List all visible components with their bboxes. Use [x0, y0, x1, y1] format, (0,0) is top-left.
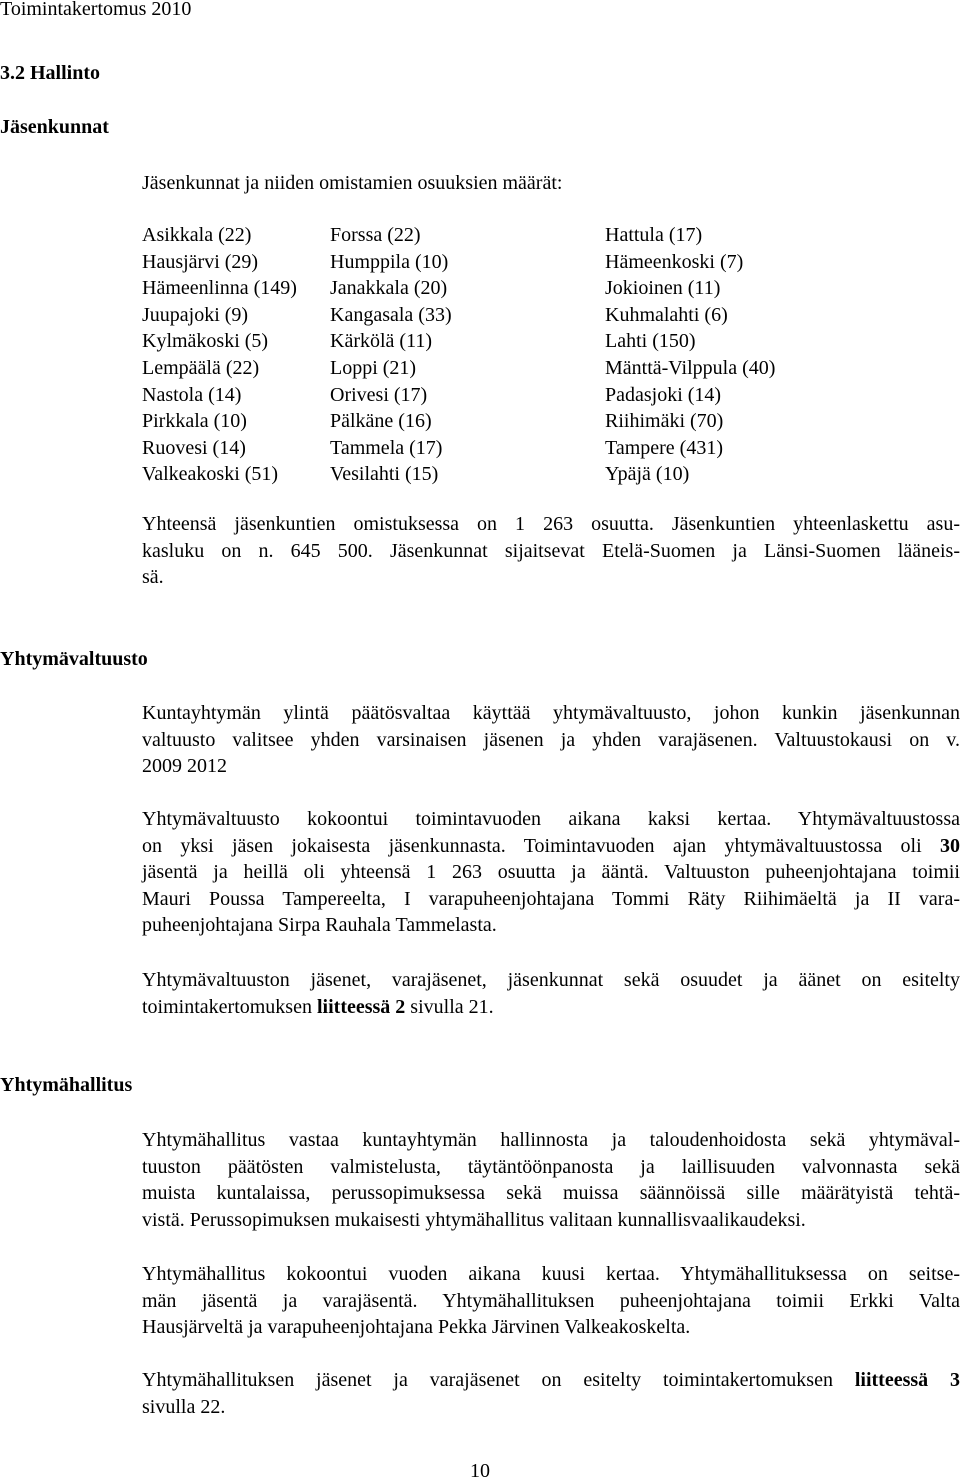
- board-paragraph-3: [142, 1367, 960, 1420]
- text-line: jäsentä ja heillä oli yhteensä 1 263 osuutta ja ääntä. Valtuuston puheenjohtajana toimii: [142, 861, 960, 884]
- summary-line: sä.: [142, 566, 164, 589]
- text-line: valtuusto valitsee yhden varsinaisen jäsenen ja yhden varajäsenen. Valtuustokausi on v.: [142, 728, 960, 751]
- municipality-cell: Kangasala (33): [330, 303, 452, 326]
- text-fragment: Yhtymähallituksen jäsenet ja varajäsenet on esitelty toimintakertomuksen: [142, 1369, 833, 1391]
- text-line: muista kuntalaissa, perussopimuksessa sekä muissa säännöissä sille määrätyistä tehtä-: [142, 1182, 960, 1205]
- text-line: Yhtymähallitus vastaa kuntayhtymän hallinnosta ja taloudenhoidosta sekä yhtymäval-: [142, 1129, 960, 1151]
- municipality-cell: Vesilahti (15): [330, 463, 439, 486]
- text-line: Yhtymävaltuusto kokoontui toimintavuoden aikana kaksi kertaa. Yhtymävaltuustossa: [142, 808, 960, 830]
- appendix-reference: liitteessä 3: [854, 1369, 960, 1391]
- text-line-content: on yksi jäsen jokaisesta jäsenkunnasta. Toimintavuoden ajan yhtymävaltuustossa oli: [142, 834, 922, 857]
- document-header: Toimintakertomus 2010: [0, 0, 192, 20]
- members-summary: [142, 511, 960, 591]
- municipality-cell: Lempäälä (22): [142, 356, 260, 379]
- members-heading: Jäsenkunnat: [0, 116, 109, 138]
- municipality-cell: Hausjärvi (29): [142, 250, 259, 273]
- text-line: Yhtymävaltuuston jäsenet, varajäsenet, jäsenkunnat sekä osuudet ja äänet on esitelty: [142, 969, 960, 991]
- municipality-cell: Hämeenlinna (149): [142, 277, 297, 300]
- summary-line: kasluku on n. 645 500. Jäsenkunnat sijaitsevat Etelä-Suomen ja Länsi-Suomen lääneis-: [142, 539, 960, 562]
- council-paragraph-1: [142, 700, 960, 780]
- municipality-cell: Juupajoki (9): [142, 303, 249, 326]
- term-period-text: 2009 2012: [142, 755, 227, 778]
- appendix-reference: liitteessä 2: [316, 995, 406, 1018]
- text-line: Mauri Poussa Tampereelta, I varapuheenjohtajana Tommi Räty Riihimäeltä ja II vara-: [142, 887, 960, 910]
- municipality-cell: Asikkala (22): [142, 224, 252, 246]
- board-paragraph-2: [142, 1261, 960, 1341]
- board-heading: Yhtymähallitus: [0, 1074, 133, 1096]
- municipality-cell: Lahti (150): [605, 330, 696, 353]
- municipality-cell: Nastola (14): [142, 383, 242, 406]
- municipality-cell: Forssa (22): [330, 224, 421, 246]
- text-line: Kuntayhtymän ylintä päätösvaltaa käyttää yhtymävaltuusto, johon kunkin jäsenkunnan: [142, 702, 960, 724]
- municipality-cell: Janakkala (20): [330, 277, 448, 300]
- text-line: [142, 1367, 960, 1394]
- municipality-cell: Riihimäki (70): [605, 410, 724, 433]
- text-line: Yhtymähallitus kokoontui vuoden aikana kuusi kertaa. Yhtymähallituksessa on seitse-: [142, 1263, 960, 1285]
- municipality-cell: Kärkölä (11): [330, 330, 432, 353]
- section-title: 3.2 Hallinto: [0, 62, 101, 84]
- members-intro: Jäsenkunnat ja niiden omistamien osuuksien määrät:: [142, 172, 563, 194]
- text-line: män jäsentä ja varajäsentä. Yhtymähallituksen puheenjohtajana toimii Erkki Valta: [142, 1289, 960, 1312]
- text-line: Hausjärveltä ja varapuheenjohtajana Pekka Järvinen Valkeakoskelta.: [142, 1316, 691, 1339]
- municipality-cell: Jokioinen (11): [605, 277, 721, 300]
- municipality-cell: Mänttä-Vilppula (40): [605, 356, 776, 379]
- page-number: 10: [470, 1460, 490, 1482]
- municipality-cell: Ypäjä (10): [605, 463, 690, 486]
- municipality-cell: Hattula (17): [605, 224, 703, 246]
- municipality-cell: Kylmäkoski (5): [142, 330, 269, 353]
- text-fragment: toimintakertomuksen: [142, 995, 312, 1018]
- municipality-cell: Padasjoki (14): [605, 383, 722, 406]
- summary-line: Yhteensä jäsenkuntien omistuksessa on 1 263 osuutta. Jäsenkuntien yhteenlaskettu asu-: [142, 513, 960, 535]
- council-paragraph-3: [142, 967, 960, 1020]
- text-fragment: sivulla 21.: [410, 995, 494, 1018]
- municipality-cell: Hämeenkoski (7): [605, 250, 744, 273]
- municipality-cell: Ruovesi (14): [142, 436, 246, 459]
- text-line: tuuston päätösten valmistelusta, täytäntöönpanosta ja laillisuuden valvonnasta sekä: [142, 1155, 960, 1178]
- council-heading: Yhtymävaltuusto: [0, 648, 148, 670]
- municipality-cell: Tampere (431): [605, 436, 723, 459]
- municipality-cell: Loppi (21): [330, 356, 417, 379]
- municipality-cell: Orivesi (17): [330, 383, 428, 406]
- municipality-cell: Pirkkala (10): [142, 410, 247, 433]
- municipality-cell: Pälkäne (16): [330, 410, 432, 433]
- text-line: [142, 994, 960, 1021]
- municipality-cell: Kuhmalahti (6): [605, 303, 728, 326]
- municipality-cell: Humppila (10): [330, 250, 449, 273]
- term-period: [142, 753, 960, 780]
- council-paragraph-2: [142, 806, 960, 939]
- text-line: vistä. Perussopimuksen mukaisesti yhtymähallitus valitaan kunnallisvaalikaudeksi.: [142, 1208, 806, 1231]
- text-line: puheenjohtajana Sirpa Rauhala Tammelasta.: [142, 914, 497, 937]
- council-member-count: 30: [940, 834, 960, 857]
- text-line: [142, 833, 960, 860]
- text-line: sivulla 22.: [142, 1395, 226, 1418]
- municipality-cell: Valkeakoski (51): [142, 463, 279, 486]
- board-paragraph-1: [142, 1127, 960, 1233]
- municipality-cell: Tammela (17): [330, 436, 443, 459]
